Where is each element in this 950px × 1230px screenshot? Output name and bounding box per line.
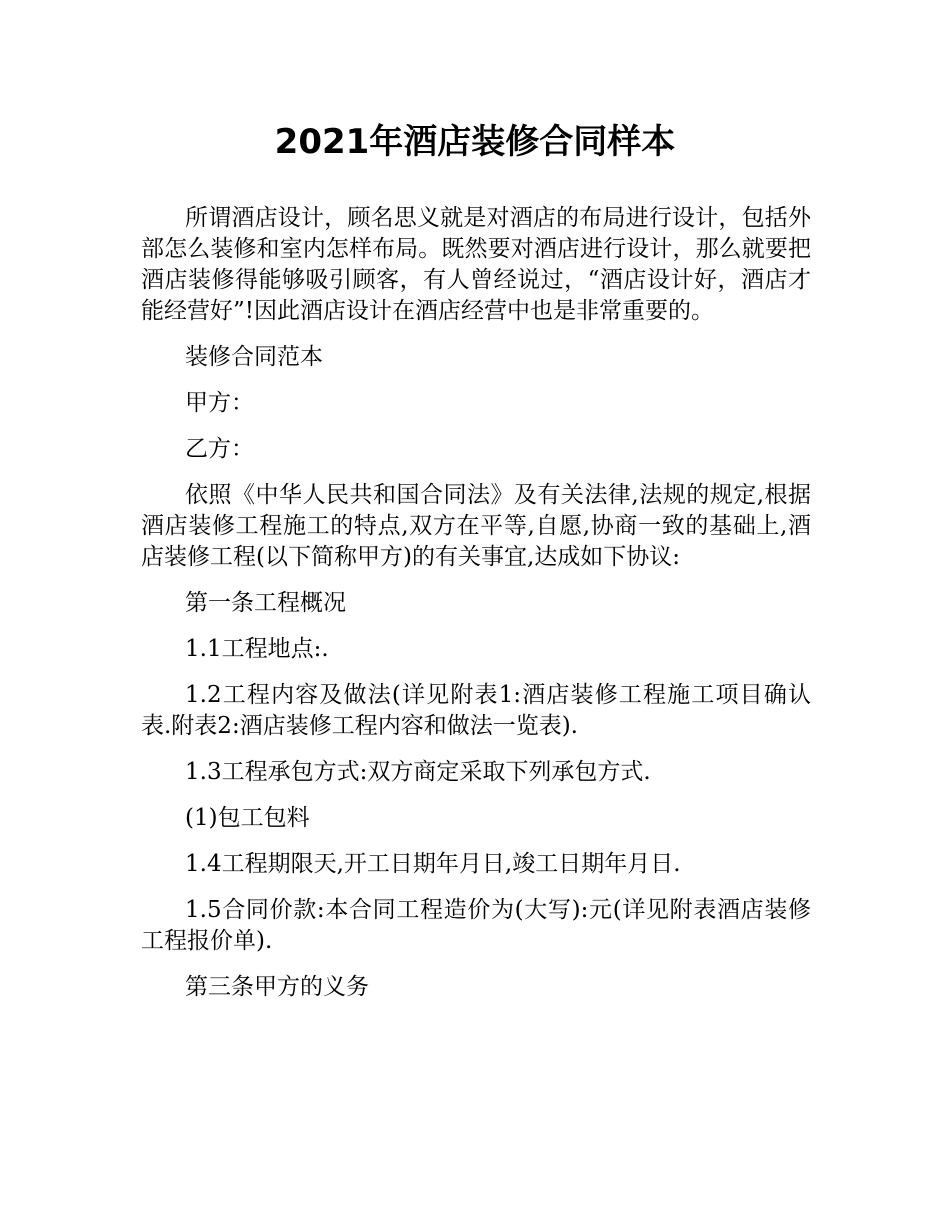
paragraph-clause-1-1: 1.1工程地点:. bbox=[185, 636, 329, 662]
paragraph-clause-1-4: 1.4工程期限天,开工日期年月日,竣工日期年月日. bbox=[185, 851, 681, 877]
paragraph-intro: 所谓酒店设计，顾名思义就是对酒店的布局进行设计，包括外部怎么装修和室内怎样布局。既然要对酒店进行设计，那么就要把酒店装修得能够吸引顾客，有人曾经说过，“酒店设计好，酒店才能经营好”!因此酒店设计在酒店经营中也是非常重要的。 bbox=[141, 205, 811, 324]
paragraph-article-1: 第一条工程概况 bbox=[185, 590, 346, 616]
document-body bbox=[141, 203, 811, 1018]
document-title: 2021年酒店装修合同样本 bbox=[274, 122, 676, 162]
paragraph-party-a: 甲方： bbox=[185, 390, 254, 416]
paragraph-clause-1-3: 1.3工程承包方式:双方商定采取下列承包方式. bbox=[185, 759, 651, 785]
paragraph-clause-1-2: 1.2工程内容及做法(详见附表1:酒店装修工程施工项目确认表.附表2:酒店装修工程内容和做法一览表). bbox=[141, 682, 811, 739]
paragraph-party-b: 乙方： bbox=[185, 436, 254, 462]
paragraph-contract-heading: 装修合同范本 bbox=[185, 344, 323, 370]
paragraph-clause-1-5: 1.5合同价款:本合同工程造价为(大写):元(详见附表酒店装修工程报价单). bbox=[141, 897, 811, 954]
paragraph-clause-1-3-1: (1)包工包料 bbox=[185, 805, 310, 831]
paragraph-preamble: 依照《中华人民共和国合同法》及有关法律,法规的规定,根据酒店装修工程施工的特点,双方在平等,自愿,协商一致的基础上,酒店装修工程(以下简称甲方)的有关事宜,达成如下协议: bbox=[141, 482, 811, 570]
paragraph-article-3: 第三条甲方的义务 bbox=[185, 974, 369, 1000]
